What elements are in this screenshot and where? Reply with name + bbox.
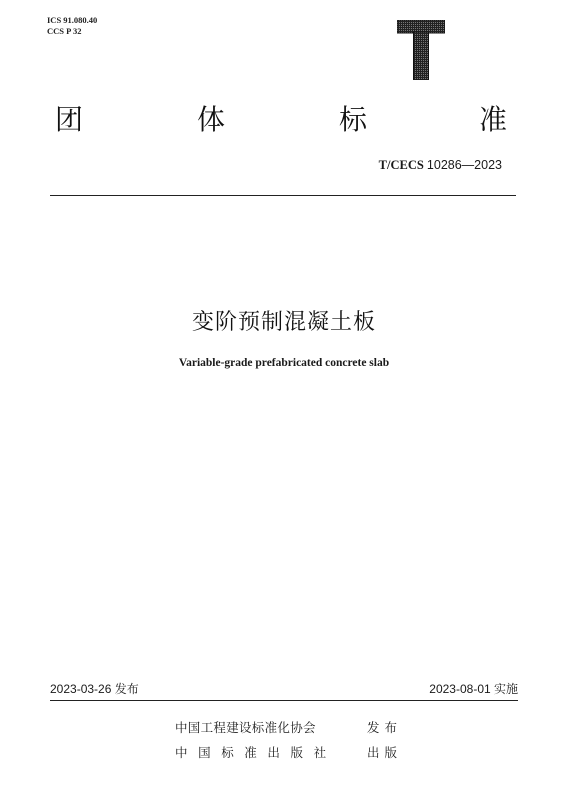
- ccs-code: CCS P 32: [47, 25, 82, 36]
- standard-type-char: 体: [197, 103, 226, 136]
- standard-type-char: 准: [479, 103, 508, 136]
- standard-t-logo-icon: [397, 20, 445, 80]
- standard-type-char: 标: [339, 103, 368, 136]
- bottom-divider: [50, 700, 518, 701]
- issuer-name: 中国工程建设标准化协会: [175, 720, 316, 735]
- standard-type-char: 团: [55, 103, 84, 136]
- standard-number-value: 10286—2023: [426, 158, 502, 172]
- title-chinese: 变阶预制混凝土板: [191, 310, 376, 335]
- title-english: Variable-grade prefabricated concrete slab: [178, 357, 390, 369]
- issuer-role: 发布: [367, 720, 403, 735]
- top-divider: [50, 195, 516, 196]
- press-role: 出版: [367, 745, 403, 760]
- press-name: 中国标准出版社: [175, 745, 337, 760]
- ics-code: ICS 91.080.40: [47, 15, 98, 25]
- issue-date: 2023-03-26 发布: [50, 682, 139, 696]
- standard-number: [379, 158, 502, 173]
- standard-type-heading: [55, 100, 510, 140]
- implementation-date: 2023-08-01 实施: [429, 682, 518, 696]
- classification-codes: [47, 15, 97, 36]
- standard-number-prefix: T/CECS: [378, 158, 424, 172]
